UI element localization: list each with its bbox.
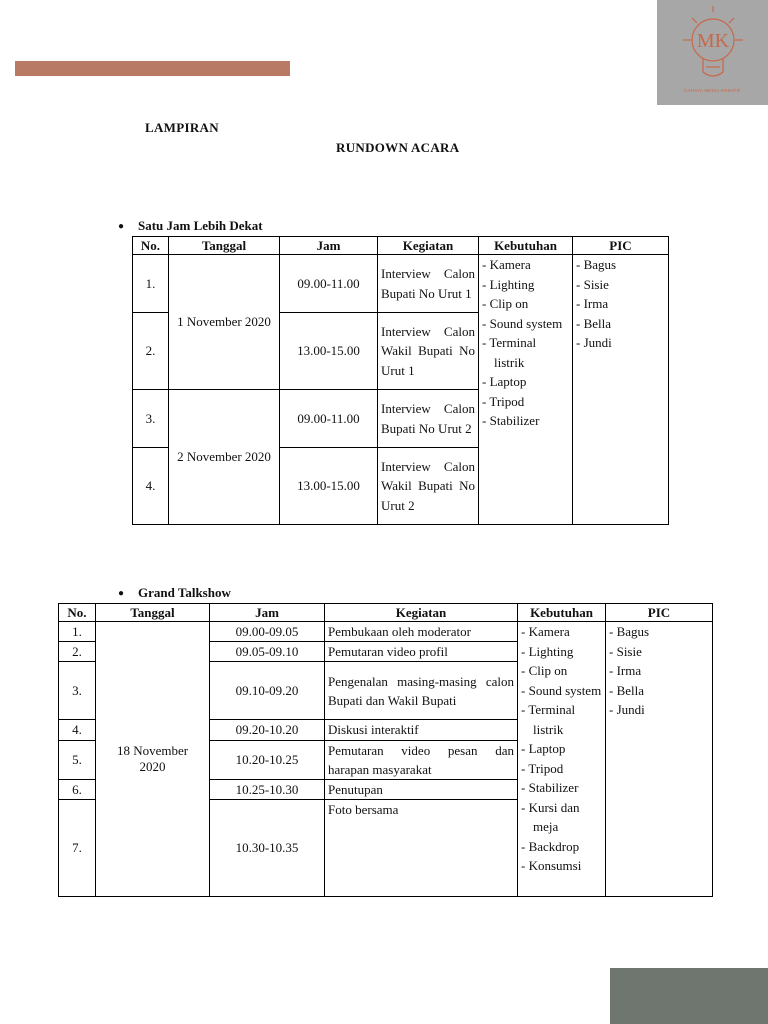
list-item: - Kursi dan meja [521, 798, 602, 837]
row-tanggal: 18 November 2020 [96, 622, 210, 897]
row-no: 2. [59, 642, 96, 662]
col-header: Tanggal [169, 237, 280, 255]
col-header: Tanggal [96, 604, 210, 622]
row-no: 4. [133, 448, 169, 525]
list-item: - Irma [576, 294, 665, 314]
list-item: - Sisie [609, 642, 709, 662]
section1-title-text: Satu Jam Lebih Dekat [138, 218, 263, 233]
row-kegiatan: Pemutaran video profil [325, 642, 518, 662]
row-kegiatan: Penutupan [325, 780, 518, 800]
col-header: Kebutuhan [518, 604, 606, 622]
list-item: - Laptop [521, 739, 602, 759]
logo-letters: MK [696, 30, 730, 52]
row-jam: 09.00-11.00 [280, 390, 378, 448]
row-jam: 10.30-10.35 [210, 800, 325, 897]
list-item: - Sisie [576, 275, 665, 295]
row-kegiatan: Pemutaran video pesan dan harapan masyarakat [325, 740, 518, 779]
list-item: - Jundi [576, 333, 665, 353]
row-no: 4. [59, 720, 96, 740]
list-item: - Sound system [482, 314, 569, 334]
row-kegiatan: Pembukaan oleh moderator [325, 622, 518, 642]
row-no: 6. [59, 780, 96, 800]
row-kegiatan: Interview Calon Bupati No Urut 2 [378, 390, 479, 448]
header-accent-bar [15, 61, 290, 76]
row-jam: 09.20-10.20 [210, 720, 325, 740]
row-tanggal: 2 November 2020 [169, 390, 280, 525]
footer-accent-block [610, 968, 768, 1024]
list-item: - Backdrop [521, 837, 602, 857]
row-kegiatan: Diskusi interaktif [325, 720, 518, 740]
row-kegiatan: Pengenalan masing-masing calon Bupati dan Wakil Bupati [325, 662, 518, 720]
col-header: No. [59, 604, 96, 622]
list-item: - Sound system [521, 681, 602, 701]
row-no: 2. [133, 313, 169, 390]
kebutuhan-cell [479, 255, 573, 525]
row-jam: 09.10-09.20 [210, 662, 325, 720]
bullet-icon: ● [118, 588, 125, 599]
list-item: - Tripod [482, 392, 569, 412]
list-item: - Bella [609, 681, 709, 701]
row-tanggal: 1 November 2020 [169, 255, 280, 390]
row-jam: 10.20-10.25 [210, 740, 325, 779]
list-item: - Clip on [521, 661, 602, 681]
rundown-table-1 [132, 236, 669, 525]
col-header: Jam [280, 237, 378, 255]
table-row [133, 255, 669, 313]
row-no: 1. [133, 255, 169, 313]
col-header: Jam [210, 604, 325, 622]
kebutuhan-cell [518, 622, 606, 897]
list-item: - Laptop [482, 372, 569, 392]
list-item: - Terminal listrik [482, 333, 569, 372]
col-header: PIC [573, 237, 669, 255]
list-item: - Irma [609, 661, 709, 681]
heading-lampiran: LAMPIRAN [145, 120, 219, 135]
row-jam: 13.00-15.00 [280, 313, 378, 390]
col-header: Kebutuhan [479, 237, 573, 255]
pic-list [576, 255, 665, 353]
list-item: - Kamera [521, 622, 602, 642]
table-row [59, 622, 713, 642]
list-item: - Kamera [482, 255, 569, 275]
list-item: - Konsumsi [521, 856, 602, 876]
list-item: - Lighting [521, 642, 602, 662]
list-item: - Lighting [482, 275, 569, 295]
col-header: Kegiatan [378, 237, 479, 255]
row-jam: 09.00-09.05 [210, 622, 325, 642]
row-kegiatan: Foto bersama [325, 800, 518, 897]
list-item: - Bagus [576, 255, 665, 275]
table-header-row [59, 604, 713, 622]
list-item: - Terminal listrik [521, 700, 602, 739]
list-item: - Stabilizer [482, 411, 569, 431]
kebutuhan-list [521, 622, 602, 876]
company-logo [657, 0, 768, 105]
table-header-row [133, 237, 669, 255]
section2-title-text: Grand Talkshow [138, 585, 231, 600]
row-kegiatan: Interview Calon Wakil Bupati No Urut 2 [378, 448, 479, 525]
row-jam: 09.05-09.10 [210, 642, 325, 662]
row-no: 5. [59, 740, 96, 779]
row-no: 1. [59, 622, 96, 642]
pic-cell [606, 622, 713, 897]
col-header: Kegiatan [325, 604, 518, 622]
col-header: No. [133, 237, 169, 255]
rundown-table-2 [58, 603, 713, 897]
row-jam: 13.00-15.00 [280, 448, 378, 525]
row-no: 3. [59, 662, 96, 720]
kebutuhan-list [482, 255, 569, 431]
pic-cell [573, 255, 669, 525]
section1-title [118, 218, 263, 234]
row-kegiatan: Interview Calon Bupati No Urut 1 [378, 255, 479, 313]
list-item: - Jundi [609, 700, 709, 720]
heading-rundown: RUNDOWN ACARA [336, 140, 460, 155]
col-header: PIC [606, 604, 713, 622]
list-item: - Stabilizer [521, 778, 602, 798]
list-item: - Bagus [609, 622, 709, 642]
section2-title [118, 585, 231, 601]
bullet-icon: ● [118, 221, 125, 232]
row-jam: 10.25-10.30 [210, 780, 325, 800]
logo-caption: CAHAYA MEDIA KREATIF [684, 88, 741, 93]
pic-list [609, 622, 709, 720]
row-no: 7. [59, 800, 96, 897]
row-kegiatan: Interview Calon Wakil Bupati No Urut 1 [378, 313, 479, 390]
row-no: 3. [133, 390, 169, 448]
list-item: - Clip on [482, 294, 569, 314]
list-item: - Tripod [521, 759, 602, 779]
row-jam: 09.00-11.00 [280, 255, 378, 313]
list-item: - Bella [576, 314, 665, 334]
